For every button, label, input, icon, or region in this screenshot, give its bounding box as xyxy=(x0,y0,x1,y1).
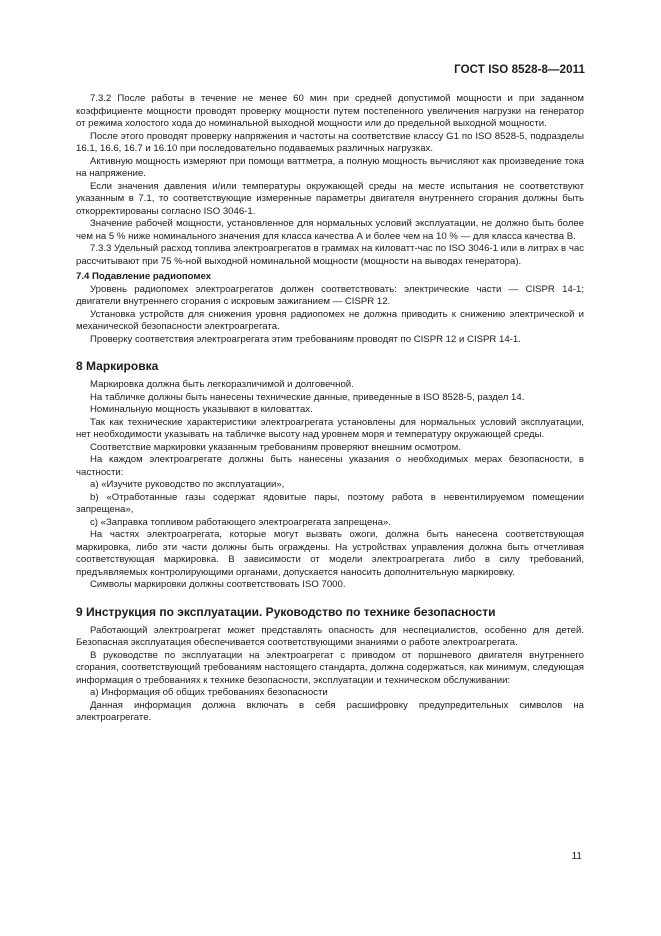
paragraph: Уровень радиопомех электроагрегатов должен соответствовать: электрические части — CISPR 14-1; двигатели внутреннего сгорания с искровым зажиганием — CISPR 12. xyxy=(76,283,584,307)
paragraph: На частях электроагрегата, которые могут вызвать ожоги, должна быть нанесена соответствующая маркировка, либо эти части должны быть ограждены. На устройствах управления должна быть отчетливая соответствующая маркировка. В зависимости от модели электроагрегата либо в силу требований, предъявляемых контролирующими органами, допускается наносить дополнительную маркировку. xyxy=(76,529,584,578)
list-item: a) «Изучите руководство по эксплуатации», xyxy=(90,479,285,490)
paragraph: Так как технические характеристики электроагрегата установлены для нормальных условий эксплуатации, нет необходимости указывать на табличке высоту над уровнем моря и температуру окружающей среды. xyxy=(76,416,584,440)
page-number: 11 xyxy=(571,851,582,862)
list-item: a) Информация об общих требованиях безопасности xyxy=(90,687,328,698)
paragraph: На табличке должны быть нанесены технические данные, приведенные в ISO 8528-5, раздел 14. xyxy=(90,391,525,403)
document-header: ГОСТ ISO 8528-8—2011 xyxy=(454,64,585,76)
paragraph: Символы маркировки должны соответствовать ISO 7000. xyxy=(90,579,346,590)
section-heading-8: 8 Маркировка xyxy=(76,359,159,373)
paragraph: На каждом электроагрегате должны быть нанесены указания о необходимых мерах безопасности, в частности: xyxy=(76,454,584,478)
paragraph: Соответствие маркировки указанным требованиям проверяют внешним осмотром. xyxy=(90,441,461,453)
paragraph: После этого проводят проверку напряжения и частоты на соответствие классу G1 по ISO 8528-5, подразделы 16.1, 16.6, 16.7 и 16.10 при последовательно подаваемых различных нагрузках. xyxy=(76,130,584,154)
list-item: b) «Отработанные газы содержат ядовитые пары, поэтому работа в невентилируемом помещении запрещена», xyxy=(76,491,584,515)
paragraph: Активную мощность измеряют при помощи ваттметра, а полную мощность вычисляют как произведение тока на напряжение. xyxy=(76,155,584,179)
subsection-heading-7-4: 7.4 Подавление радиопомех xyxy=(76,271,212,282)
paragraph: Маркировка должна быть легкоразличимой и долговечной. xyxy=(90,379,354,390)
paragraph: Значение рабочей мощности, установленное для нормальных условий эксплуатации, не должно быть более чем на 5 % ниже номинального значения для класса качества А и более чем на 10 % — для класса качества В. xyxy=(76,218,584,242)
paragraph: Проверку соответствия электроагрегата этим требованиям проводят по CISPR 12 и CISPR 14-1. xyxy=(90,333,521,345)
paragraph: Номинальную мощность указывают в киловаттах. xyxy=(90,404,313,415)
paragraph: Установка устройств для снижения уровня радиопомех не должна приводить к снижению электрической и механической безопасности электроагрегата. xyxy=(76,308,584,332)
paragraph: В руководстве по эксплуатации на электроагрегат с приводом от поршневого двигателя внутреннего сгорания, соответствующий требованиям настоящего стандарта, должна содержаться, как минимум, следующая информация о требованиях к технике безопасности, эксплуатации и техническом обслуживании: xyxy=(76,649,584,686)
paragraph-7-3-2: 7.3.2 После работы в течение не менее 60 мин при средней допустимой мощности и при заданном коэффициенте мощности проводят проверку мощности путем постепенного увеличения нагрузки на генератор от режима холостого хода до номинальной выходной мощности или до предельной выходной мощности. xyxy=(76,93,584,129)
list-item: c) «Заправка топливом работающего электроагрегата запрещена». xyxy=(90,516,391,528)
paragraph: Если значения давления и/или температуры окружающей среды на месте испытания не соответствуют указанным в 7.1, то соответствующие измеренные параметры двигателя внутреннего сгорания должны быть откорректированы согласно ISO 3046-1. xyxy=(76,180,584,217)
paragraph: Данная информация должна включать в себя расшифровку предупредительных символов на электроагрегате. xyxy=(76,699,584,723)
paragraph: Работающий электроагрегат может представлять опасность для неспециалистов, особенно для детей. Безопасная эксплуатация обеспечивается соответствующими знаниями о работе электроагрегата. xyxy=(76,624,584,648)
paragraph-7-3-3: 7.3.3 Удельный расход топлива электроагрегатов в граммах на киловатт-час по ISO 3046-1 или в литрах в час рассчитывают при 75 %-ной выходной номинальной мощности (мощности на выводах генератора). xyxy=(76,243,584,267)
document-body xyxy=(76,93,584,725)
section-heading-9: 9 Инструкция по эксплуатации. Руководство по технике безопасности xyxy=(76,604,496,619)
